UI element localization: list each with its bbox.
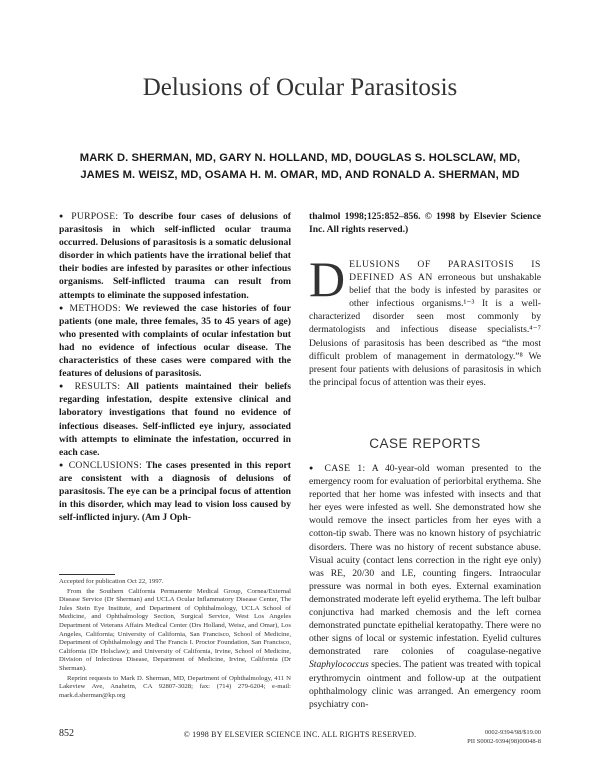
article-title: Delusions of Ocular Parasitosis xyxy=(142,74,458,101)
page-number: 852 xyxy=(59,728,74,739)
bullet-icon: ● xyxy=(59,303,66,312)
abstract-purpose xyxy=(59,210,291,302)
author-line: MARK D. SHERMAN, MD, GARY N. HOLLAND, MD, DOUGLAS S. HOLSCLAW, MD, xyxy=(79,152,521,164)
drop-cap: D xyxy=(309,251,346,307)
accepted-note: Accepted for publication Oct 22, 1997. xyxy=(59,578,164,585)
footnotes xyxy=(59,578,291,701)
citation-start: (Am J Oph- xyxy=(141,512,191,524)
abstract-results xyxy=(59,380,291,459)
article-ids xyxy=(467,729,541,746)
abstract-methods xyxy=(59,302,291,381)
author-list xyxy=(40,150,560,184)
case1-species: Staphylococcus xyxy=(309,659,369,671)
bullet-icon: ● xyxy=(309,464,318,472)
affiliations-note: From the Southern California Permanente Medical Group, Cornea/External Disease Service (Dr Sherman) and UCLA Ocular Inflammatory Disease Center, The Jules Stein Eye Institute, and Department of Ophthalmology, UCLA School of Medicine, and Ophthalmology Section, Surgical Service, West Los Angeles Department of Veterans Affairs Medical Center (Drs Holland, Weisz, and Omar), Los Angeles, California; University of California, San Francisco, School of Medicine, Department of Ophthalmology and The Francis I. Proctor Foundation, San Francisco, California (Dr Holsclaw); and University of California, Irvine, School of Medicine, Division of Infectious Disease, Department of Medicine, Irvine, California (Dr Sherman). xyxy=(59,587,291,672)
methods-text: We reviewed the case histories of four patients (one male, three females, 35 to 45 years of age) who presented with complaints of ocular infestation but had no evidence of infectious ocular disease. The characteristics of these cases were compared with the features of delusions of parasitosis. xyxy=(59,302,291,380)
case1-text-cont: species. The patient was treated with topical erythromycin ointment and follow-up at the outpatient ophthalmology clinic was arranged. An emergency room psychiatry con- xyxy=(309,659,541,710)
bullet-icon: ● xyxy=(59,460,65,469)
results-label: RESULTS: xyxy=(74,381,121,393)
case1-text: A 40-year-old woman presented to the emergency room for evaluation of periorbital erythema. She reported that her home was infested with insects and that her eyes were infested as well. She demonstrated how she would remove the insect particles from her eyes with a cotton-tip swab. There was no known history of psychiatric disorders. There was no history of recent substance abuse. Visual acuity (contact lens correction in the right eye only) was RE, 20/30 and LE, counting fingers. Intraocular pressure was normal in both eyes. External examination demonstrated moderate left eyelid erythema. The left bulbar conjunctiva had marked chemosis and the left cornea demonstrated punctate epithelial keratopathy. There were no other signs of local or systemic infestation. Eyelid cultures demonstrated rare colonies of coagulase-negative xyxy=(309,463,542,658)
intro-text: erroneous but unshakable belief that the body is infested by parasites or other infectious organisms.¹⁻³ It is a well-characterized disorder seen most commonly by dermatologists and infectious disease specialists.⁴⁻⁷ Delusions of parasitosis has been described as “the most difficult problem of management in dermatology.”⁸ We present four patients with delusions of parasitosis in which the principal focus of attention was their eyes. xyxy=(309,272,541,388)
abstract-conclusions xyxy=(59,459,291,524)
intro-lead: ELUSIONS OF PARASITOSIS IS DEFINED AS AN xyxy=(349,259,541,284)
abstract-citation: thalmol 1998;125:852–856. © 1998 by Elsevier Science Inc. All rights reserved.) xyxy=(309,211,541,236)
purpose-text: To describe four cases of delusions of parasitosis in which self-inflicted ocular trauma occurred. Delusions of parasitosis is a somatic delusional disorder in which patients have the irrational belief that their bodies are infested by parasites or other infectious organisms. Self-inflicted trauma can result from attempts to eliminate the supposed infestation. xyxy=(59,211,291,301)
case1-label: CASE 1: xyxy=(324,463,366,474)
methods-label: METHODS: xyxy=(69,302,121,314)
introduction xyxy=(309,251,541,389)
issn: 0002-9394/98/$19.00 xyxy=(484,729,541,736)
abstract xyxy=(59,210,291,524)
bullet-icon: ● xyxy=(59,212,67,220)
copyright: © 1998 BY ELSEVIER SCIENCE INC. ALL RIGHTS RESERVED. xyxy=(183,730,417,739)
case-1 xyxy=(309,462,541,711)
conclusions-label: CONCLUSIONS: xyxy=(68,459,143,471)
purpose-label: PURPOSE: xyxy=(71,211,119,222)
reprints-note: Reprint requests to Mark D. Sherman, MD, Department of Ophthalmology, 411 N Lakeview Ave, Anaheim, CA 92807-3028; fax: (714) 279-6204; e-mail: mark.d.sherman@kp.org xyxy=(59,674,291,699)
case-reports-heading: CASE REPORTS xyxy=(369,436,481,451)
footnote-divider xyxy=(59,574,115,575)
conclusions-text: The cases presented in this report are consistent with a diagnosis of delusions of parasitosis. The eye can be a principal focus of attention in this disorder, which may lead to vision loss caused by self-inflicted injury. xyxy=(59,459,291,524)
bullet-icon: ● xyxy=(59,382,68,391)
pii: PII S0002-9394(98)00048-8 xyxy=(467,737,541,745)
results-text: All patients maintained their beliefs regarding infestation, despite extensive clinical and laboratory investigations that found no evidence of infectious diseases. Self-inflicted eye injury, associated with attempts to eliminate the infestation, occurred in each case. xyxy=(59,381,291,458)
author-line: JAMES M. WEISZ, MD, OSAMA H. M. OMAR, MD, AND RONALD A. SHERMAN, MD xyxy=(80,169,520,181)
